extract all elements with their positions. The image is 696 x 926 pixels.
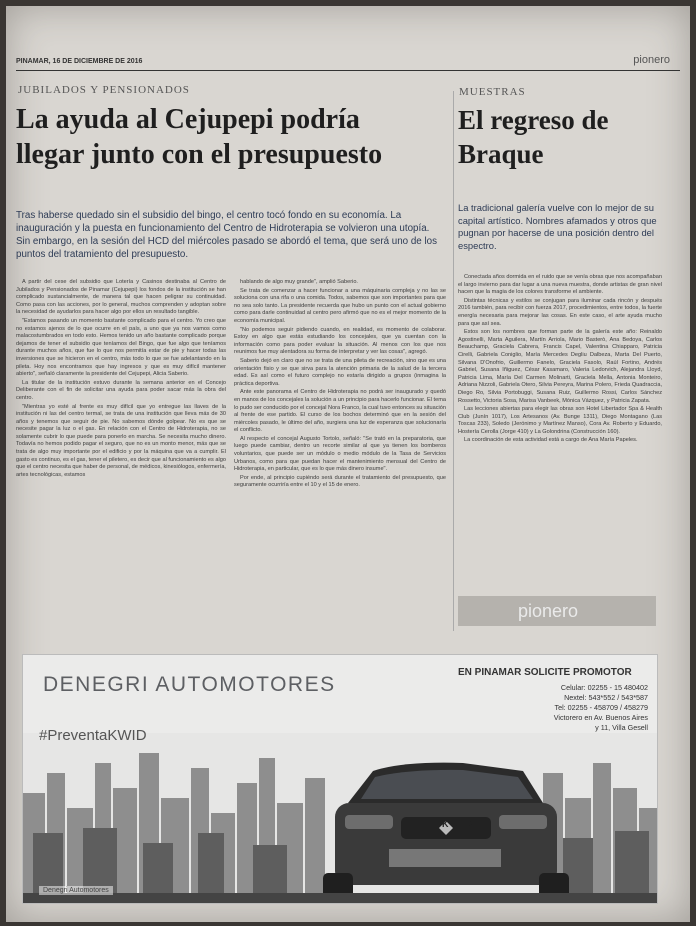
paragraph: "No podemos seguir pidiendo cuando, en realidad, es momento de colaborar. Estoy en algo que estás estudiando los concejales, que ya cuentan con la información como para poder evaluar la situación. Al menos con los que nos reunimos fue muy alentadora su forma de interpretar y ver las cosas", agregó. bbox=[234, 326, 446, 356]
side-column bbox=[458, 274, 662, 584]
paragraph: hablando de algo muy grande", amplió Saberio. bbox=[240, 279, 358, 285]
paragraph: Estos son los nombres que forman parte de la galería este año: Reinaldo Agostinelli, Marta Aguilera, Martín Arriola, Mario Basterò, Ana Bedoya, Carlos Beauchamp, Graciela Cabrera, Francis Capel, Valentina Chiapparo, Patricia Cirelli, Gabriela Coniglio, María Mercedes Degliu Dalbeza, Marta Del Puerto, Silvana D'Onofrio, Guillermo Fanelo, Graciela Fasolo, Raúl Fortino, Andrés Gabriel, Susana Iñiguez, César Kasamaro, Valeria Ledorvich, Alejandra Lloyd, Patricia Lima, María Del Carmen Molinarti, Graciela Mella, Antonia Monteiro, Adriana Nizzoli, Gabriela Otero, Silvia Pereyra, Marina Polero, Frieda Quadraccia, Diego Ro, Silvia Portobuggi, Susana Ruiz, Guillermo Rossi, Carlos Sánchez Rossetto, Victoria Sosa, Marisa Vanbeek, Mónica Vázquez, y Patricia Zapata. bbox=[458, 329, 662, 404]
main-column-2 bbox=[234, 279, 446, 631]
car-badge: KWID bbox=[442, 819, 474, 829]
page-header bbox=[16, 56, 680, 71]
ad-hashtag: #PreventaKWID bbox=[39, 727, 147, 744]
main-headline bbox=[16, 102, 446, 172]
side-headline bbox=[458, 104, 668, 172]
paragraph: Se trata de comenzar a hacer funcionar a una máquinaria compleja y no las se soluciona con una rifa o una comida. Todos, sabemos que son importantes para que no sea solo tanto. La presidente recuerda que hubo un punto con el actual gobierno como para darle continuidad al centro pero afirmó que no es el mejor momento de la economía municipal. bbox=[234, 287, 446, 324]
ad-contact-line: y 11, Villa Gesell bbox=[595, 723, 648, 732]
newspaper-page bbox=[6, 6, 690, 922]
paragraph: La coordinación de esta actividad está a cargo de Ana María Papeles. bbox=[464, 437, 638, 444]
paragraph: Las lecciones abiertas para elegir las obras son Hotel Libertador Spa & Health Club (Junín 1017), Los Artesanos (Av. Bunge 1311), Diego Montagano (Las Toscas 233), Soledo (Jerónimo y Martínez Manso), Cora Av. Roberto y Eduardo, Hostería Cerolla (Jorge 410) y La Golondrina (Construcción 160). bbox=[458, 406, 662, 435]
side-headline-line1: El regreso de bbox=[458, 105, 609, 135]
ad-contact-info bbox=[493, 683, 648, 733]
paragraph: Por ende, al principio cupiéndo será durante el tratamiento del presupuesto, que seguramente ocurriría entre el 10 y el 15 de enero. bbox=[234, 474, 446, 489]
car-advertisement bbox=[22, 654, 658, 904]
ad-contact-line: Victorero en Av. Buenos Aires bbox=[553, 713, 648, 722]
ad-brand: DENEGRI AUTOMOTORES bbox=[43, 673, 336, 696]
ad-contact-line: Tel: 02255 - 458709 / 458279 bbox=[554, 703, 648, 712]
ad-footer: Denegri Automotores bbox=[39, 886, 113, 895]
header-date: PINAMAR, 16 DE DICIEMBRE DE 2016 bbox=[16, 58, 143, 65]
paragraph: La titular de la institución estuvo durante la semana anterior en el Concejo Deliberante con el fin de solicitar una ayuda para poder sacar más la obra del centro. bbox=[16, 379, 226, 401]
paragraph: Saberio dejó en claro que no se trata de una pileta de recreación, sino que es una orientación fisio y se que sirva para la atención primaria de la salud de la tercera edad. Es así como el futuro complejo no estaría dirigido a grupos (inmagina la práctica deportiva. bbox=[234, 357, 446, 387]
pionero-logo-text: pionero bbox=[518, 600, 579, 621]
paragraph: "Mientras yo esté al frente es muy difícil que yo entregue las llaves de la institución ni las del centro termal, se trata de una institución que lleva más de 30 años y tenemos que seguir de pie. No sabemos dónde golpear. No es que se necesite pagar la luz o el gas. En relación con el Centro de Hidroterapia, no se solamente cubrir lo que puede para ponerlo en marcha. Se necesita mucho dinero. Todavía no hemos podido pagar el seguro, que no es un monto menor, más que se trata de algo muy importante por el edificio y por la máquina que va a cumplir. El gasto es continuo, es el gas, tener el piletero, es decir que al funcionamiento es algo que el centro necesita que haber de personal, de médicos, kinesiólogos, enfermería, artes tecnológicas, estamos bbox=[16, 403, 226, 478]
header-brand: pionero bbox=[633, 54, 670, 66]
main-headline-line2: llegar junto con el presupuesto bbox=[16, 139, 383, 170]
ad-contact-line: Celular: 02255 - 15 480402 bbox=[560, 683, 648, 692]
side-lead: La tradicional galería vuelve con lo mejor de su capital artístico. Nombres afamados y otros que pugnan por hacerse de una posición dentro del espectro. bbox=[458, 202, 657, 251]
main-kicker: JUBILADOS Y PENSIONADOS bbox=[18, 84, 190, 96]
ad-contact-title: EN PINAMAR SOLICITE PROMOTOR bbox=[458, 667, 632, 678]
main-headline-line1: La ayuda al Cejupepi podría bbox=[16, 104, 360, 135]
paragraph: Conectada años dormida en el ruido que se venía obras que nos acompañaban el largo invierno para dar lugar a una nueva muestra, donde artistas de gran nivel hacen que la magia de los colores transforme el ambiente. bbox=[458, 274, 662, 296]
main-column-1 bbox=[16, 279, 226, 631]
side-kicker: MUESTRAS bbox=[459, 86, 526, 98]
side-headline-line2: Braque bbox=[458, 138, 544, 169]
paragraph: "Estamos pasando un momento bastante complicado para el centro. Yo creo que no estamos ajenos de lo que ocurre en el país, a uno que ya nos vamos como malacostumbrados en todo esto. Hemos tenido un año bastante complicado porque dejamos de tener el subsidio que teníamos del Bingo, que fue algo que teníamos durante muchos años, que fue lo que nos permitía estar de pie y hacer todas las inversiones que se hicieron en el centro, más todo lo que se fue adelantando en la pileta. Hoy nos encontramos que hay ingresos y que es muy difícil mantener abierto", señaló claramente la presidente del Cejupepi, Alicia Saberio. bbox=[16, 317, 226, 378]
paragraph: Distintas técnicas y estilos se conjugan para iluminar cada rincón y después 2016 también, para recibir con fuerza 2017, procedimientos, entre todos, la fuerte energía necesaria para mejorar las cosas. En este caso, el arte ayuda mucho para que así sea. bbox=[458, 297, 662, 327]
paragraph: Al respecto el concejal Augusto Tortolo, señaló: "Se trató en la preparatoria, que luego puede cambiar, dentro un recorte similar al que ya tienen los bomberos voluntarios, que puede ser un módulo o medio módulo de la Tasa de Servicios Urbanos, como para que puedan hacer el mantenimiento mensual del Centro de Hidroterapia, en particular, que es lo que más dinero insume". bbox=[234, 435, 446, 473]
city-skyline-image bbox=[23, 733, 657, 903]
paragraph: Ante este panorama el Centro de Hidroterapia no podrá ser inaugurado y quedó en manos de los concejales la solución a un principio para hacerlo funcionar. El tema lo pudo ser conducido por el concejal Nora Franco, la cual tuvo entonces su situación al frente de ese partido. El curso de los bochos determinó que en la sesión del miércoles pasado, le último del año, surgiera una luz de esperanza que solucionaría el conflicto. bbox=[234, 389, 446, 434]
paragraph: A partir del cese del subsidio que Lotería y Casinos destinaba al Centro de Jubilados y Pensionados de Pinamar (Cejupepi) los fondos de la institución se han complicado sustancialmente, de manera tal que hacen peligrar su continuidad. Como pasa con las acciones, por lo general, muchos comprenden y adoptan sobre la necesidad de ayudarlos para hacer algo por ellos un resultado tangible. bbox=[16, 279, 226, 316]
main-lead: Tras haberse quedado sin el subsidio del bingo, el centro tocó fondo en su economía. La inauguración y la puesta en funcionamiento del Centro de Hidroterapia se volvieron una utopía. Sin embargo, en la sesión del HCD del miércoles pasado se abordó el tema, que será uno de los puntos del tratamiento del presupuesto. bbox=[16, 210, 437, 260]
column-divider bbox=[453, 91, 454, 631]
pionero-logo bbox=[458, 596, 656, 626]
ad-contact-line: Nextel: 543*552 / 543*587 bbox=[564, 693, 648, 702]
